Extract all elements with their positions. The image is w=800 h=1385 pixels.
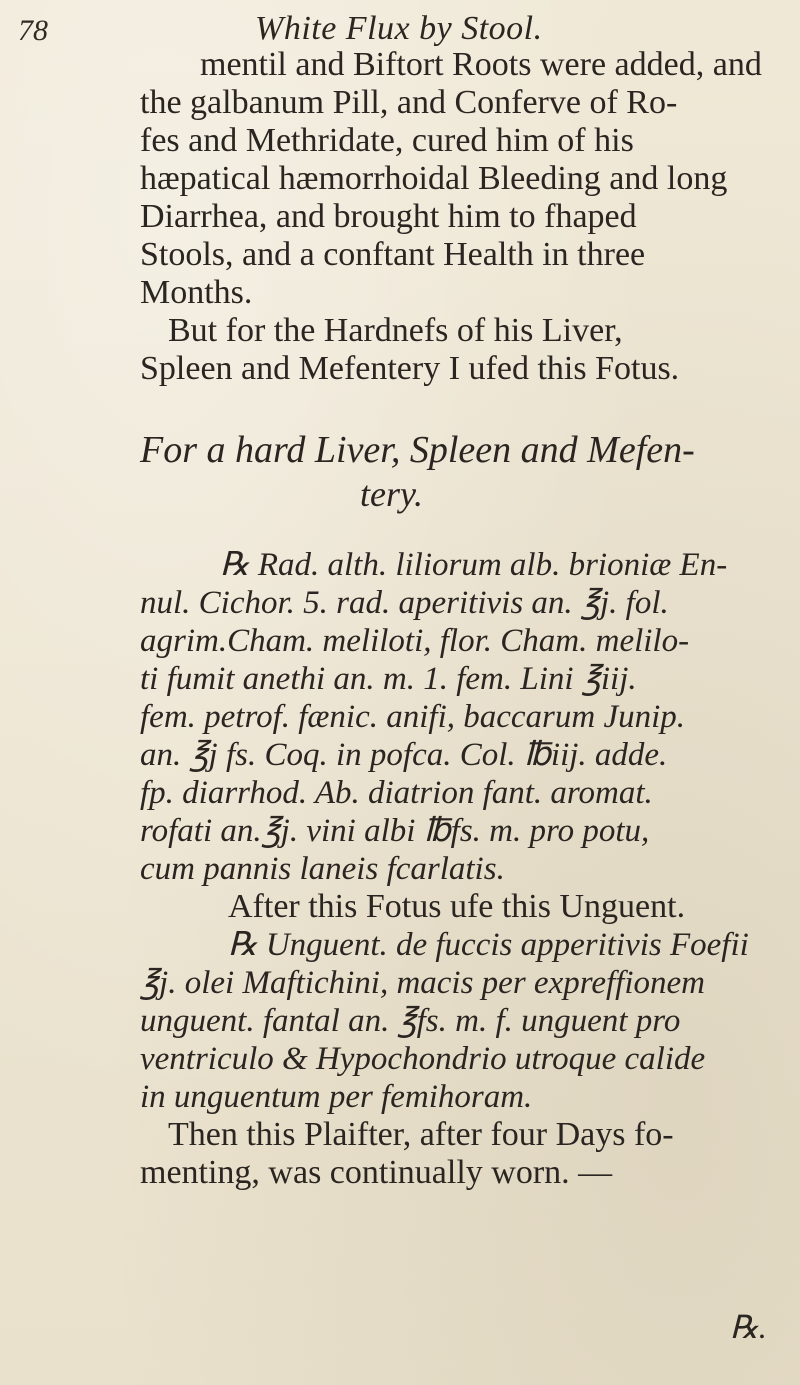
page-number: 78 [18, 14, 48, 47]
unguent-line: unguent. fantal an. ℥fs. m. f. unguent pro [140, 1003, 681, 1039]
recipe-line: ℞ Rad. alth. liliorum alb. brioniæ En- [220, 547, 728, 583]
section-heading: For a hard Liver, Spleen and Mefen- [140, 429, 695, 471]
spacer [200, 516, 780, 546]
text-line: But for the Hardnefs of his Liver, [168, 312, 623, 349]
unguent-line: ℞ Unguent. de fuccis apperitivis Foefii [228, 927, 749, 963]
recipe-line: ti fumit anethi an. m. 1. fem. Lini ℥iij. [140, 661, 637, 697]
text-line: hæpatical hæmorrhoidal Bleeding and long [140, 160, 728, 197]
section-heading-continued: tery. [360, 474, 423, 514]
unguent-line: ℥j. olei Maftichini, macis per expreffionem [140, 965, 705, 1001]
text-line: Spleen and Mefentery I ufed this Fotus. [140, 350, 680, 387]
text-line: Diarrhea, and brought him to fhaped [140, 198, 637, 235]
recipe-line: fem. petrof. fænic. anifi, baccarum Junip. [140, 699, 686, 735]
recipe-line: cum pannis laneis fcarlatis. [140, 851, 505, 887]
spacer [200, 388, 780, 428]
text-line: mentil and Biftort Roots were added, and [200, 46, 762, 83]
running-title: White Flux by Stool. [255, 10, 543, 47]
unguent-line: in unguentum per femihoram. [140, 1079, 533, 1115]
recipe-line: fp. diarrhod. Ab. diatrion fant. aromat. [140, 775, 653, 811]
text-line: menting, was continually worn. — [140, 1154, 613, 1191]
text-line: Months. [140, 274, 253, 311]
text-line: After this Fotus ufe this Unguent. [228, 888, 686, 925]
recipe-line: nul. Cichor. 5. rad. aperitivis an. ℥j. fol. [140, 585, 669, 621]
recipe-line: rofati an.℥j. vini albi ℔fs. m. pro potu, [140, 813, 650, 849]
catchword: ℞. [730, 1309, 767, 1345]
body-text [140, 46, 780, 1192]
unguent-line: ventriculo & Hypochondrio utroque calide [140, 1041, 706, 1077]
recipe-line: agrim.Cham. meliloti, flor. Cham. melilo- [140, 623, 690, 659]
text-line: the galbanum Pill, and Conferve of Ro- [140, 84, 678, 121]
text-line: Then this Plaifter, after four Days fo- [168, 1116, 674, 1153]
text-line: Stools, and a conftant Health in three [140, 236, 646, 273]
text-line: fes and Methridate, cured him of his [140, 122, 634, 159]
recipe-line: an. ℥j fs. Coq. in pofca. Col. ℔iij. adde. [140, 737, 668, 773]
